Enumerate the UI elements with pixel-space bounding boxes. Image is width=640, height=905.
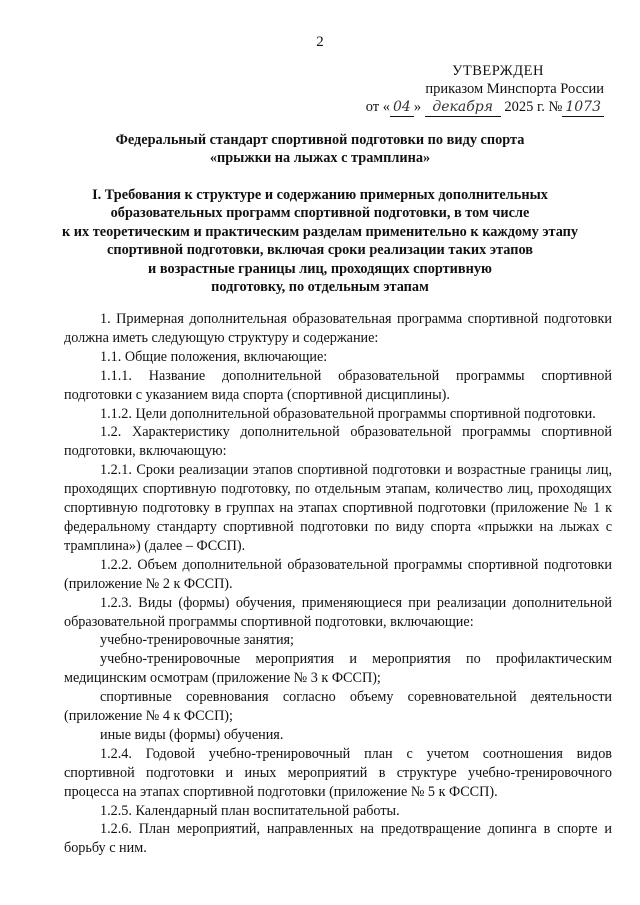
handwritten-month: декабря [425,98,501,117]
paragraph: 1.2.3. Виды (формы) обучения, применяющиеся при реализации дополнительной образовательной программы спортивной подготовки, включающие: [64,594,612,630]
page-number: 2 [316,34,324,50]
paragraph: 1.2. Характеристику дополнительной образовательной программы спортивной подготовки, включающую: [64,424,612,460]
paragraph: 1.2.5. Календарный план воспитательной работы. [100,802,400,819]
title-line: «прыжки на лыжах с трамплина» [209,150,431,166]
section-line: подготовку, по отдельным этапам [211,279,429,296]
list-item: учебно-тренировочные мероприятия и мероприятия по профилактическим медицинским осмотрам (приложение № 3 к ФССП); [64,651,612,687]
paragraph: 1.2.1. Сроки реализации этапов спортивной подготовки и возрастные границы лиц, проходящих спортивную подготовку, по отдельным этапам, количество лиц, проходящих спортивную подготовку в группах на этапах спортивной подготовки (приложение № 1 к федеральному стандарту спортивной подготовки по виду спорта «прыжки на лыжах с трамплина») (далее – ФССП). [64,462,612,554]
paragraph: 1.2.4. Годовой учебно-тренировочный план с учетом соотношения видов спортивной подготовки и иных мероприятий в структуре учебно-тренировочного процесса на этапах спортивной подготовки (приложение № 5 к ФССП). [64,745,612,800]
section-line: образовательных программ спортивной подготовки, в том числе [110,205,530,222]
approval-heading: УТВЕРЖДЕН [452,63,544,79]
handwritten-day: 04 [390,98,414,117]
section-line: к их теоретическим и практическим разделам применительно к каждому этапу [61,223,579,240]
paragraph: 1. Примерная дополнительная образовательная программа спортивной подготовки должна иметь следующую структуру и содержание: [64,311,612,346]
paragraph: 1.1. Общие положения, включающие: [100,348,328,365]
paragraph: 1.2.6. План мероприятий, направленных на предотвращение допинга в спорте и борьбу с ним. [64,821,612,857]
paragraph: 1.1.2. Цели дополнительной образовательной программы спортивной подготовки. [100,405,596,422]
section-heading [40,186,600,296]
approval-block [344,62,604,117]
document-title [40,131,600,167]
approval-order-line: приказом Минспорта России [425,81,604,97]
section-line: и возрастные границы лиц, проходящих спортивную [148,260,492,277]
date-prefix: от « [365,99,390,115]
approval-date-line [344,98,604,117]
document-body [64,310,612,858]
paragraph: 1.1.1. Название дополнительной образовательной программы спортивной подготовки с указанием вида спорта (спортивной дисциплины). [64,367,612,403]
section-line: I. Требования к структуре и содержанию примерных дополнительных [92,187,548,203]
paragraph: 1.2.2. Объем дополнительной образовательной программы спортивной подготовки (приложение № 2 к ФССП). [64,556,612,592]
date-mid: » [413,99,422,115]
section-line: спортивной подготовки, включая сроки реализации таких этапов [107,242,533,259]
year-text: 2025 г. № [504,99,563,115]
list-item: иные виды (формы) обучения. [100,726,284,743]
handwritten-order-number: 1073 [562,98,604,117]
title-line: Федеральный стандарт спортивной подготовки по виду спорта [115,132,525,148]
list-item: спортивные соревнования согласно объему соревновательной деятельности (приложение № 4 к ФССП); [64,689,612,725]
list-item: учебно-тренировочные занятия; [100,632,295,649]
